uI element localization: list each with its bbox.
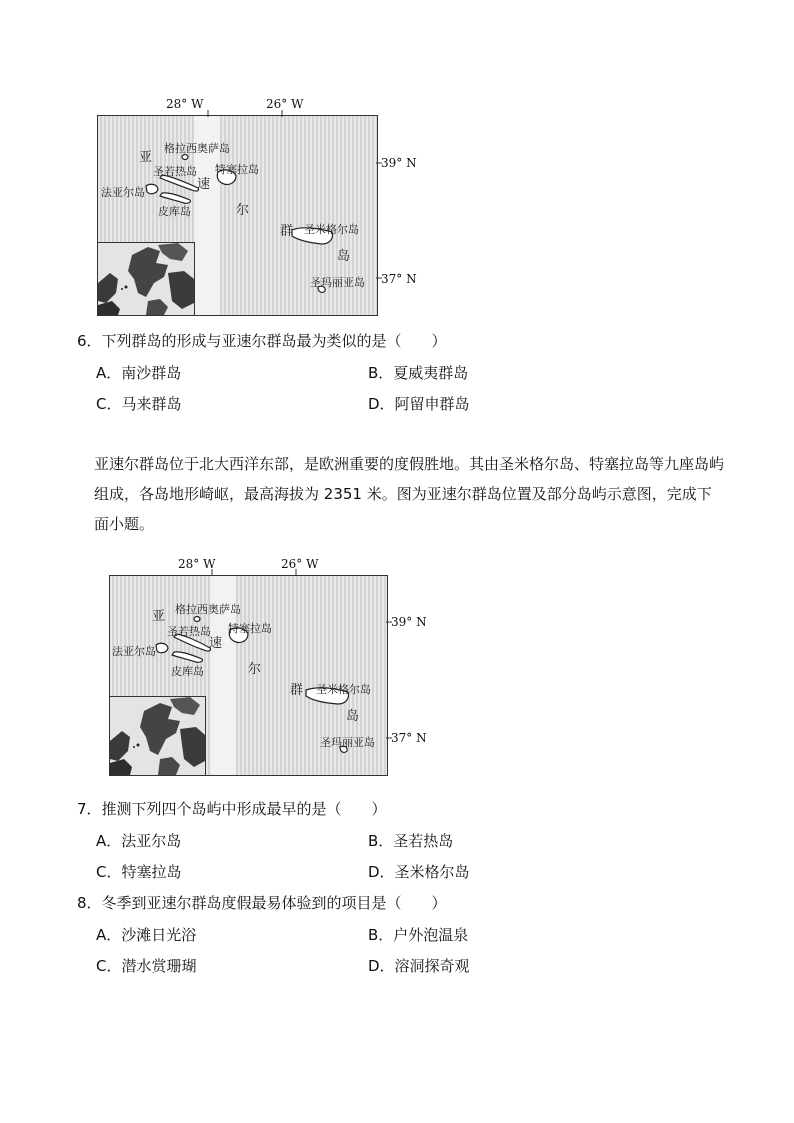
intro-paragraph: 亚速尔群岛位于北大西洋东部，是欧洲重要的度假胜地。其由圣米格尔岛、特塞拉岛等九座岛屿组成，各岛地形崎岖，最高海拔为 2351 米。图为亚速尔群岛位置及部分岛屿示意图，完成下面小题。 xyxy=(94,455,725,533)
label-faial: 法亚尔岛 xyxy=(101,186,145,199)
label-faial-2: 法亚尔岛 xyxy=(112,645,156,658)
label-santa-maria: 圣玛丽亚岛 xyxy=(310,276,365,289)
q8-option-a: A．沙滩日光浴 xyxy=(96,926,197,944)
label-graciosa-2: 格拉西奥萨岛 xyxy=(175,603,241,616)
label-terceira: 特塞拉岛 xyxy=(215,163,259,176)
group-char-1: 亚 xyxy=(139,150,153,165)
label-sao-miguel-2: 圣米格尔岛 xyxy=(316,683,371,696)
group-char-2: 速 xyxy=(197,177,211,192)
q7-option-c: C．特塞拉岛 xyxy=(96,863,182,881)
q8-option-b: B．户外泡温泉 xyxy=(368,926,469,944)
group-char-1-2: 亚 xyxy=(152,609,166,624)
lon-label-26w: 26° W xyxy=(266,97,304,111)
lat-label-37n: 37° N xyxy=(381,272,417,286)
label-terceira-2: 特塞拉岛 xyxy=(228,622,272,635)
q7-option-d: D．圣米格尔岛 xyxy=(368,863,470,881)
lon-label-28w-2: 28° W xyxy=(178,557,216,571)
q8-option-d: D．溶洞探奇观 xyxy=(368,957,470,975)
question-8-stem: 8．冬季到亚速尔群岛度假最易体验到的项目是（ ） xyxy=(77,894,447,912)
group-char-5: 岛 xyxy=(337,249,351,264)
group-char-2-2: 速 xyxy=(209,636,223,651)
label-sao-jorge-2: 圣若热岛 xyxy=(167,625,211,638)
q6-option-a: A．南沙群岛 xyxy=(96,364,182,382)
label-pico-2: 皮库岛 xyxy=(171,665,204,678)
group-char-5-2: 岛 xyxy=(346,709,360,724)
lat-label-39n: 39° N xyxy=(381,156,417,170)
question-6-stem: 6．下列群岛的形成与亚速尔群岛最为类似的是（ ） xyxy=(77,332,447,350)
label-sao-jorge: 圣若热岛 xyxy=(153,165,197,178)
group-char-4: 群 xyxy=(280,224,294,239)
q7-option-a: A．法亚尔岛 xyxy=(96,832,182,850)
q8-option-c: C．潜水赏珊瑚 xyxy=(96,957,197,975)
lat-label-39n-2: 39° N xyxy=(391,615,427,629)
question-7-stem: 7．推测下列四个岛屿中形成最早的是（ ） xyxy=(77,800,387,818)
label-santa-maria-2: 圣玛丽亚岛 xyxy=(320,736,375,749)
group-char-3: 尔 xyxy=(236,203,250,218)
label-sao-miguel: 圣米格尔岛 xyxy=(304,223,359,236)
q6-option-d: D．阿留申群岛 xyxy=(368,395,470,413)
lon-label-28w: 28° W xyxy=(166,97,204,111)
group-char-3-2: 尔 xyxy=(248,662,262,677)
q7-option-b: B．圣若热岛 xyxy=(368,832,454,850)
q6-option-b: B．夏威夷群岛 xyxy=(368,364,469,382)
label-graciosa: 格拉西奥萨岛 xyxy=(164,142,230,155)
lon-label-26w-2: 26° W xyxy=(281,557,319,571)
group-char-4-2: 群 xyxy=(290,683,304,698)
lat-label-37n-2: 37° N xyxy=(391,731,427,745)
q6-option-c: C．马来群岛 xyxy=(96,395,182,413)
label-pico: 皮库岛 xyxy=(158,205,191,218)
